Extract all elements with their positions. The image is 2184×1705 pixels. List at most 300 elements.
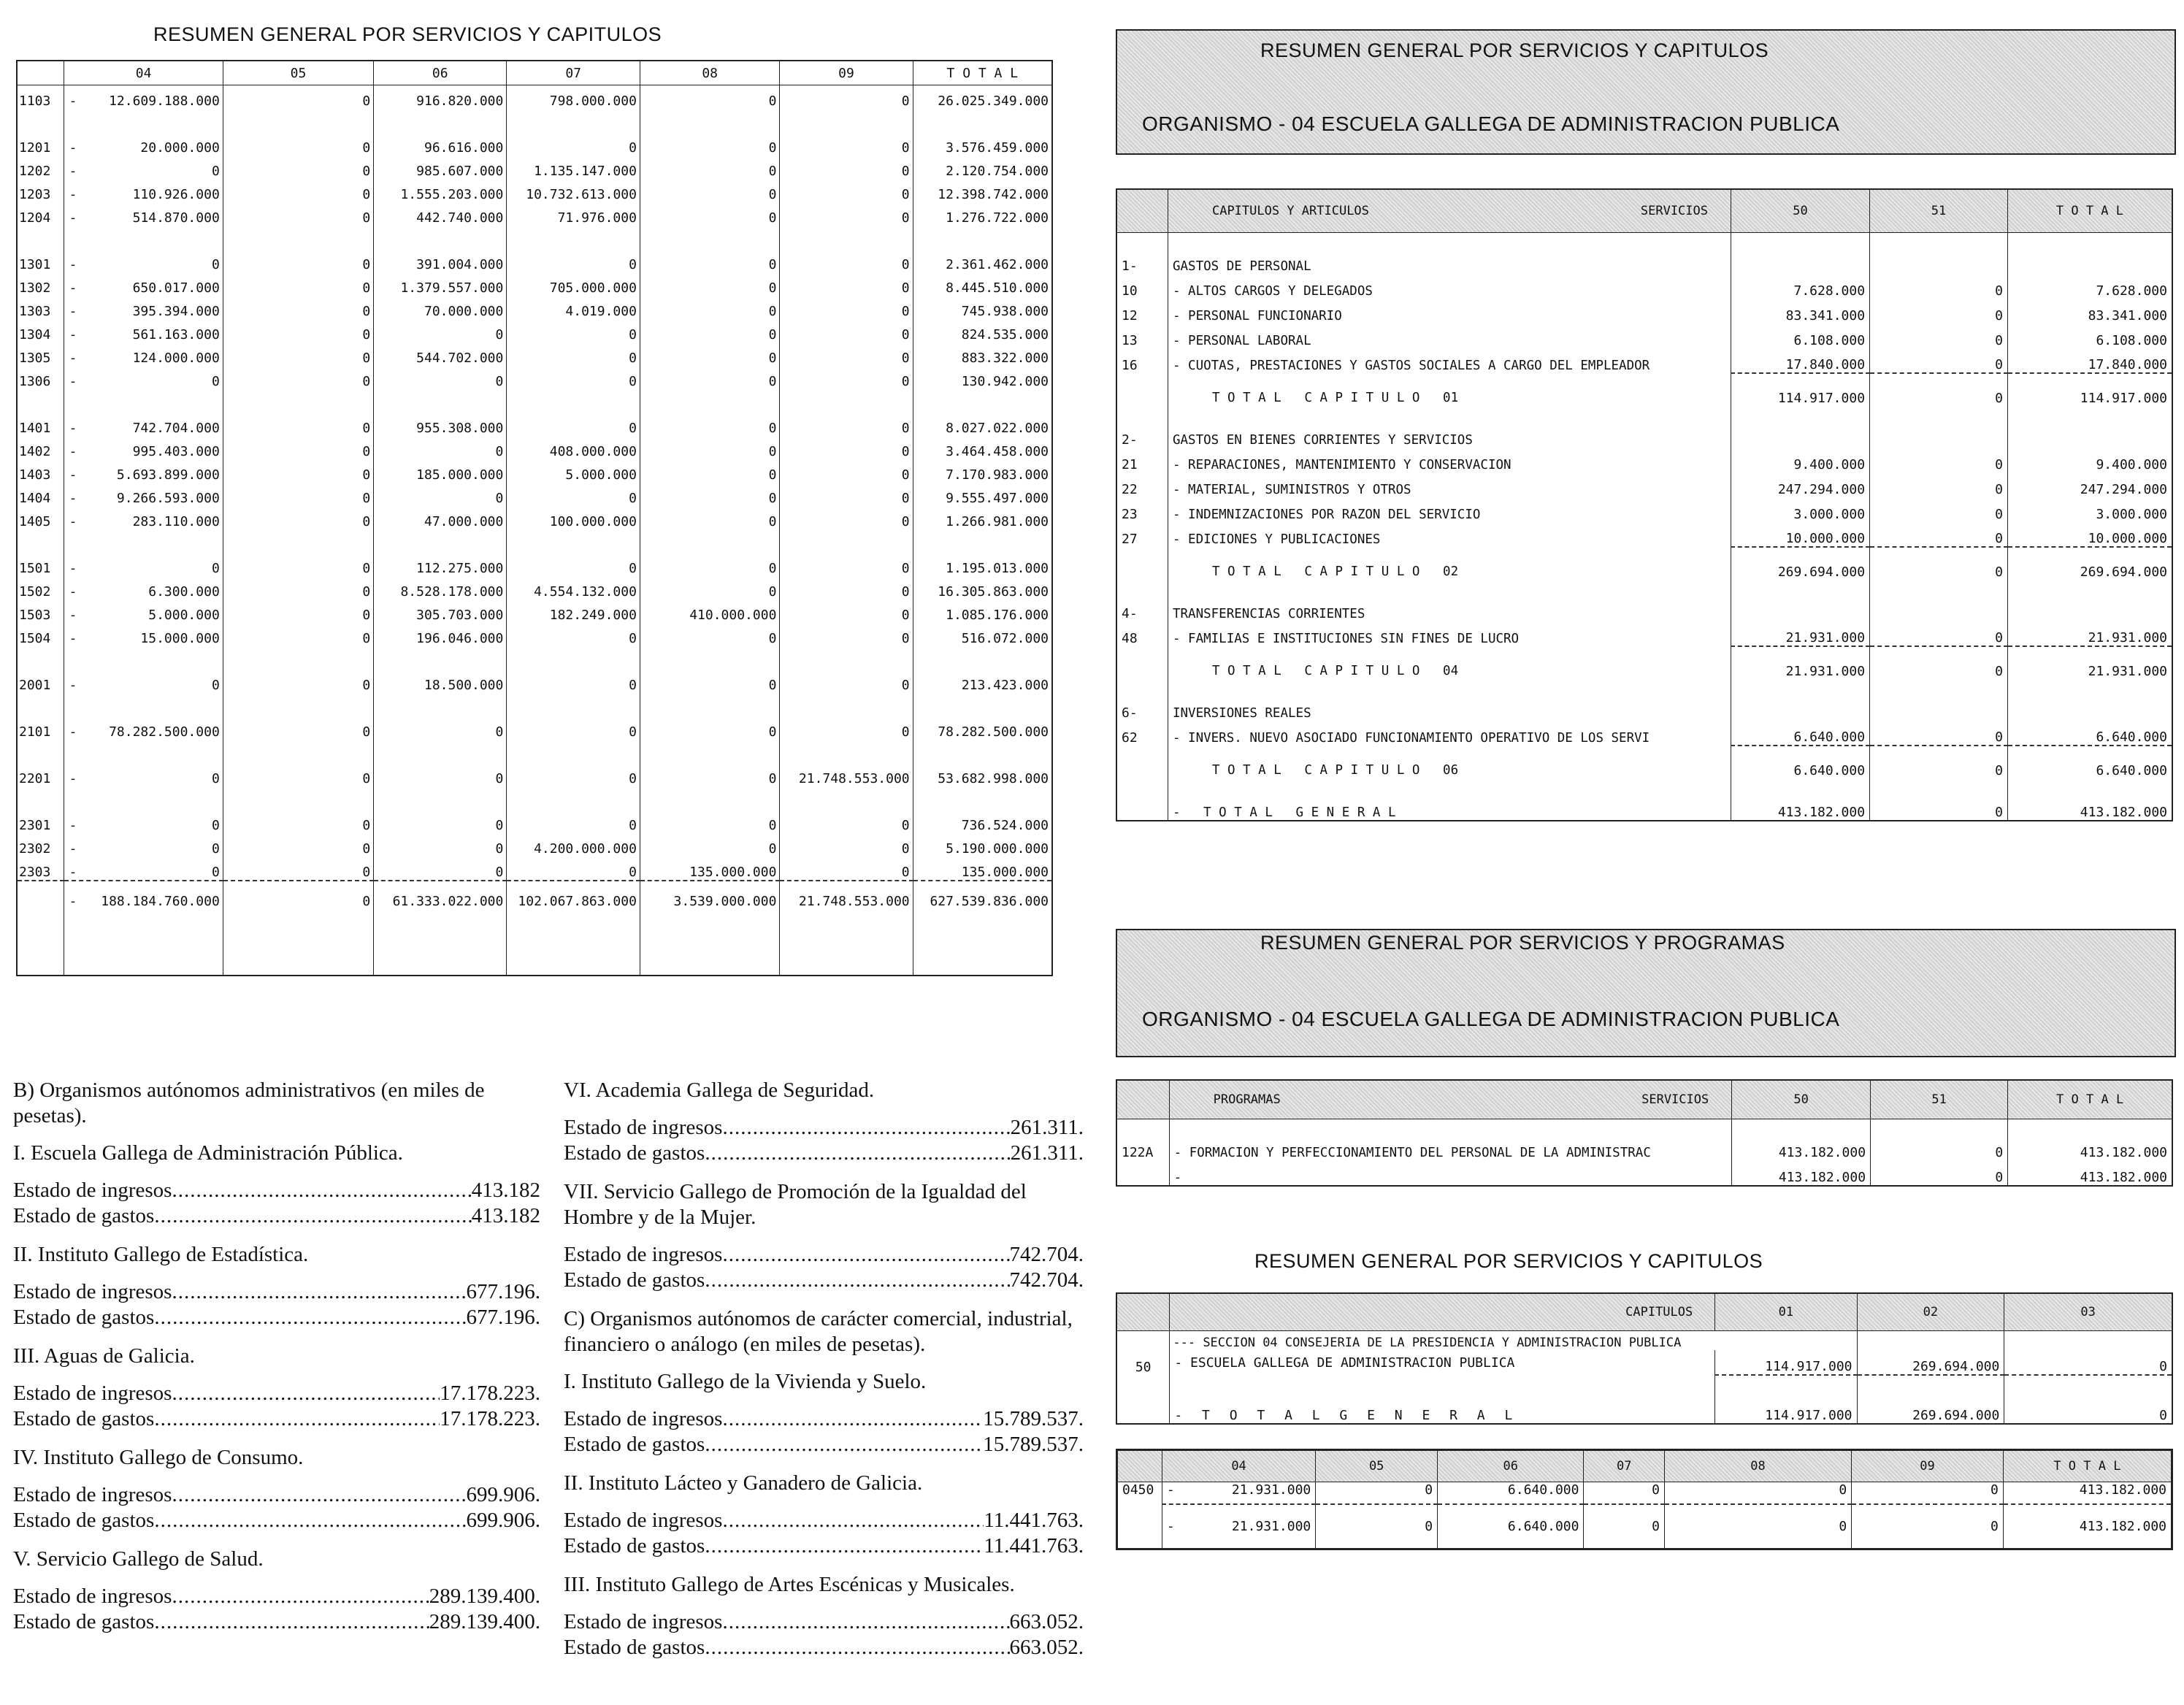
cell	[374, 319, 507, 342]
cell-value: 9.555.497.000	[946, 491, 1049, 506]
cell-value: 0	[362, 140, 371, 156]
budget-line	[13, 1178, 540, 1203]
cell	[507, 132, 640, 156]
dash: -	[69, 444, 77, 459]
cell	[640, 249, 779, 272]
text-column-1	[13, 1078, 540, 1648]
cell-value: 0	[768, 257, 777, 272]
r1-head-left: CAPITULOS Y ARTICULOS	[1211, 204, 1369, 218]
cell-value: 0	[901, 257, 910, 272]
cell-value: 0	[1990, 1482, 1999, 1498]
cell	[640, 857, 779, 881]
table-row	[1116, 448, 2172, 472]
table-row	[17, 132, 1052, 156]
row-label: - T O T A L G E N E R A L	[1168, 795, 1731, 821]
cell	[507, 763, 640, 786]
cell-value: 3.576.459.000	[946, 140, 1049, 156]
leader-dots	[722, 1115, 1010, 1141]
dash: -	[69, 350, 77, 366]
cell-value: 0	[768, 280, 777, 296]
r3-col-01: 01	[1715, 1293, 1857, 1331]
spacer-cell	[17, 529, 64, 553]
dash: -	[69, 724, 77, 740]
cell-value: 0	[629, 140, 637, 156]
spacer-cell	[64, 529, 223, 553]
r3-total-02: 269.694.000	[1857, 1375, 2004, 1424]
cell-value: 0	[362, 514, 371, 529]
organismo-header-2	[1116, 929, 2176, 1057]
line-amount: 11.441.763.	[984, 1534, 1084, 1558]
r1-col-total: T O T A L	[2007, 189, 2172, 233]
budget-line	[564, 1242, 1084, 1268]
spacer-cell	[1732, 1119, 1871, 1136]
cell-value: 0	[495, 444, 504, 459]
cell-value: 114.917.000	[2007, 373, 2172, 423]
r2-col-51: 51	[1871, 1080, 2008, 1119]
cell	[223, 506, 373, 529]
row-code: 1302	[17, 272, 64, 296]
cell-value: 182.249.000	[549, 608, 637, 623]
cell	[913, 436, 1052, 459]
cell	[507, 296, 640, 319]
cell-value: 0	[362, 187, 371, 202]
cell	[374, 833, 507, 857]
total-value: 0	[1652, 1519, 1660, 1534]
cell-value: 0	[901, 140, 910, 156]
cell-value: 0	[362, 280, 371, 296]
total-value: 61.333.022.000	[392, 894, 504, 909]
lt-head-4: 08	[640, 61, 779, 85]
cell	[223, 296, 373, 319]
cell	[374, 342, 507, 366]
spacer-cell	[223, 529, 373, 553]
total-cell	[1852, 1504, 2004, 1549]
dash: -	[69, 818, 77, 833]
filler-cell	[507, 909, 640, 976]
leader-dots	[705, 1635, 1009, 1660]
leader-dots	[722, 1242, 1009, 1268]
cell	[1584, 1482, 1664, 1505]
cell	[223, 85, 373, 110]
line-label: Estado de gastos	[564, 1268, 705, 1292]
cell-value: 0	[211, 561, 220, 576]
leader-dots	[154, 1609, 429, 1635]
row-code: 1405	[17, 506, 64, 529]
cell-value: 0	[362, 164, 371, 179]
spacer-cell	[640, 529, 779, 553]
row-code: 2201	[17, 763, 64, 786]
cell	[640, 553, 779, 576]
dash: -	[69, 678, 77, 693]
dash: -	[69, 894, 77, 909]
lt-head-1: 05	[223, 61, 373, 85]
cell	[507, 506, 640, 529]
cell	[223, 366, 373, 389]
cell	[780, 296, 913, 319]
table-row	[17, 436, 1052, 459]
row-label: - CUOTAS, PRESTACIONES Y GASTOS SOCIALES A CARGO DEL EMPLEADOR	[1168, 348, 1731, 373]
section-heading: I. Escuela Gallega de Administración Pública.	[13, 1141, 403, 1165]
table-row	[1116, 721, 2172, 746]
row-code: 2-	[1116, 423, 1168, 448]
cell-value: 0	[768, 491, 777, 506]
cell-value: 6.108.000	[1731, 323, 1870, 348]
cell	[64, 179, 223, 202]
cell-value: 0	[1870, 522, 2008, 547]
r3-col-02: 02	[1857, 1293, 2004, 1331]
lt-head-code	[17, 61, 64, 85]
table-row	[1116, 348, 2172, 373]
cell-value: 1.379.557.000	[400, 280, 504, 296]
cell-value: 742.704.000	[132, 421, 220, 436]
spacer-cell	[507, 389, 640, 413]
r3b-head-code	[1117, 1450, 1162, 1482]
cell-value: 0	[1870, 472, 2008, 497]
cell-value: 2.361.462.000	[946, 257, 1049, 272]
table-row	[17, 716, 1052, 740]
cell	[507, 576, 640, 599]
cell-value: 0	[768, 164, 777, 179]
table-row	[1116, 1135, 2172, 1160]
cell-value	[1731, 696, 1870, 721]
cell-value: 916.820.000	[416, 93, 504, 109]
cell-value: 114.917.000	[1731, 373, 1870, 423]
cell	[223, 833, 373, 857]
cell	[507, 202, 640, 226]
dash: -	[69, 584, 77, 599]
cell	[64, 85, 223, 110]
lt-head-6: T O T A L	[913, 61, 1052, 85]
cell-value: 0	[901, 164, 910, 179]
cell-value: 0	[495, 491, 504, 506]
cell	[640, 413, 779, 436]
cell-value: 0	[211, 865, 220, 880]
total-cell	[374, 881, 507, 909]
line-amount: 413.182	[471, 1204, 540, 1227]
spacer-cell	[640, 693, 779, 716]
cell	[780, 202, 913, 226]
cell-value: 0	[211, 818, 220, 833]
cell-value: 0	[362, 561, 371, 576]
r3b-head-1: 05	[1316, 1450, 1438, 1482]
dash: -	[69, 187, 77, 202]
total-value: 413.182.000	[2079, 1519, 2166, 1534]
cell-value: 0	[901, 374, 910, 389]
cell-value: 0	[768, 350, 777, 366]
cell-value: 561.163.000	[132, 327, 220, 342]
dash: -	[1166, 1482, 1175, 1498]
table-row	[1116, 522, 2172, 547]
spacer-cell	[913, 740, 1052, 763]
budget-line	[564, 1635, 1084, 1660]
line-label: Estado de ingresos	[564, 1243, 723, 1266]
table-row	[1116, 423, 2172, 448]
row-code: 27	[1116, 522, 1168, 547]
r2-col-total: T O T A L	[2008, 1080, 2172, 1119]
cell-value: 0	[629, 865, 637, 880]
cell-value: 0	[629, 818, 637, 833]
cell-value: 413.182.000	[1732, 1135, 1871, 1160]
cell	[507, 833, 640, 857]
cell-value: 5.000.000	[565, 467, 637, 483]
cell-value: 135.000.000	[961, 865, 1049, 880]
cell	[913, 202, 1052, 226]
cell-value: 0	[768, 304, 777, 319]
filler-cell	[17, 909, 64, 976]
cell-value: 0	[362, 678, 371, 693]
cell-value: 745.938.000	[961, 304, 1049, 319]
line-amount: 289.139.400.	[429, 1585, 540, 1608]
cell-value: 0	[1870, 795, 2008, 821]
leader-dots	[154, 1305, 466, 1330]
line-label: Estado de gastos	[13, 1509, 155, 1532]
budget-line	[564, 1432, 1084, 1457]
cell-value: 824.535.000	[961, 327, 1049, 342]
spacer-cell	[17, 786, 64, 810]
cell	[507, 366, 640, 389]
cell-value: 0	[768, 584, 777, 599]
cell-value: 6.640.000	[1507, 1482, 1579, 1498]
section-heading: II. Instituto Lácteo y Ganadero de Galicia.	[564, 1471, 923, 1495]
cell-value: 0	[768, 93, 777, 109]
cell-value: 21.931.000	[2007, 621, 2172, 646]
cell	[64, 132, 223, 156]
cell-value: 0	[211, 678, 220, 693]
cell-value: 185.000.000	[416, 467, 504, 483]
table-row	[1116, 696, 2172, 721]
cell	[223, 483, 373, 506]
cell-value: 391.004.000	[416, 257, 504, 272]
cell-value: 0	[1839, 1482, 1847, 1498]
cell	[223, 553, 373, 576]
cell	[507, 716, 640, 740]
leader-dots	[172, 1381, 440, 1406]
cell-value: 4.200.000.000	[534, 841, 637, 857]
row-label: - PERSONAL LABORAL	[1168, 323, 1731, 348]
cell-value: 53.682.998.000	[938, 771, 1049, 786]
cell-value: 110.926.000	[132, 187, 220, 202]
cell	[507, 319, 640, 342]
cell-value: 0	[1870, 299, 2008, 323]
cell-value: 0	[1871, 1160, 2008, 1186]
section-chapters-table-2	[1116, 1449, 2173, 1550]
cell-value: 0	[629, 724, 637, 740]
cell-value: 21.748.553.000	[798, 771, 910, 786]
cell	[64, 483, 223, 506]
cell	[374, 810, 507, 833]
cell-value: 0	[1870, 646, 2008, 696]
table-row	[1116, 323, 2172, 348]
cell-value: 0	[1870, 497, 2008, 522]
leader-dots	[154, 1406, 440, 1432]
cell-value: 0	[768, 444, 777, 459]
total-value: 0	[1425, 1519, 1433, 1534]
cell-value: 7.628.000	[2007, 274, 2172, 299]
row-code: 2302	[17, 833, 64, 857]
spacer-row	[17, 740, 1052, 763]
spacer-cell	[17, 693, 64, 716]
cell	[374, 576, 507, 599]
cell	[780, 132, 913, 156]
cell-value	[1870, 423, 2008, 448]
total-value: 0	[1839, 1519, 1847, 1534]
leader-dots	[705, 1533, 984, 1559]
cell-value: 0	[901, 818, 910, 833]
cell-value: 0	[211, 164, 220, 179]
cell-value: 0	[768, 724, 777, 740]
left-table-title: RESUMEN GENERAL POR SERVICIOS Y CAPITULOS	[153, 23, 662, 45]
line-label: Estado de ingresos	[564, 1407, 723, 1430]
row-code: 62	[1116, 721, 1168, 746]
cell-value: 1.135.147.000	[534, 164, 637, 179]
cell-value: 6.300.000	[148, 584, 220, 599]
cell-value: 96.616.000	[424, 140, 504, 156]
cell-value: 12.398.742.000	[938, 187, 1049, 202]
total-cell	[507, 881, 640, 909]
spacer-cell	[64, 786, 223, 810]
chapters-articles-table	[1116, 188, 2173, 821]
cell-value: 71.976.000	[557, 210, 637, 226]
r2-head-serv: SERVICIOS	[1641, 1092, 1709, 1107]
table-row	[17, 810, 1052, 833]
cell	[374, 716, 507, 740]
row-code: 2101	[17, 716, 64, 740]
cell	[64, 623, 223, 646]
cell-value	[1731, 597, 1870, 621]
cell	[223, 202, 373, 226]
leader-dots	[172, 1584, 429, 1609]
spacer-cell	[913, 529, 1052, 553]
cell-value: 269.694.000	[1731, 547, 1870, 597]
cell	[64, 763, 223, 786]
cell-value: 408.000.000	[549, 444, 637, 459]
row-code	[1116, 373, 1168, 423]
cell	[64, 553, 223, 576]
spacer-cell	[374, 226, 507, 249]
cell	[374, 599, 507, 623]
dash: -	[69, 491, 77, 506]
cell	[640, 483, 779, 506]
r3b-head-0: 04	[1162, 1450, 1315, 1482]
budget-line	[564, 1533, 1084, 1559]
r3-total-03: 0	[2004, 1375, 2172, 1424]
cell	[780, 319, 913, 342]
cell	[913, 833, 1052, 857]
cell-value: 15.000.000	[140, 631, 220, 646]
dash: -	[69, 140, 77, 156]
table-row	[1116, 299, 2172, 323]
cell-value: 0	[901, 280, 910, 296]
spacer-cell	[374, 740, 507, 763]
cell-value: 0	[629, 421, 637, 436]
dash: -	[69, 374, 77, 389]
cell-value: 0	[901, 327, 910, 342]
cell-value: 0	[768, 374, 777, 389]
cell-value: 0	[901, 304, 910, 319]
spacer-cell	[374, 109, 507, 132]
table-row	[1116, 1160, 2172, 1186]
leader-dots	[705, 1268, 1009, 1293]
cell	[223, 436, 373, 459]
spacer-cell	[223, 389, 373, 413]
cell-value: 0	[901, 491, 910, 506]
total-cell	[1438, 1504, 1584, 1549]
cell	[223, 599, 373, 623]
cell-value: 0	[901, 608, 910, 623]
total-value: 3.539.000.000	[673, 894, 777, 909]
row-label: - FAMILIAS E INSTITUCIONES SIN FINES DE LUCRO	[1168, 621, 1731, 646]
row-label: - ALTOS CARGOS Y DELEGADOS	[1168, 274, 1731, 299]
cell-value: 0	[1870, 448, 2008, 472]
budget-line	[564, 1406, 1084, 1432]
total-cell	[64, 881, 223, 909]
cell-value: 798.000.000	[549, 93, 637, 109]
cell	[64, 156, 223, 179]
text-column-2	[564, 1078, 1084, 1674]
cell-value: 0	[768, 140, 777, 156]
line-amount: 663.052.	[1009, 1636, 1084, 1659]
budget-line	[13, 1406, 540, 1432]
paragraph: VII. Servicio Gallego de Promoción de la Igualdad del Hombre y de la Mujer.	[564, 1180, 1027, 1229]
cell-value	[1870, 696, 2008, 721]
table-row	[1116, 472, 2172, 497]
total-cell	[780, 881, 913, 909]
r1-head	[1168, 189, 1731, 233]
spacer-cell	[374, 693, 507, 716]
spacer-cell	[1731, 233, 1870, 250]
spacer-cell	[374, 786, 507, 810]
cell	[640, 319, 779, 342]
dash: -	[69, 210, 77, 226]
cell-value: 269.694.000	[2007, 547, 2172, 597]
cell-value: 3.000.000	[2007, 497, 2172, 522]
cell-value: 3.000.000	[1731, 497, 1870, 522]
cell-value: 413.182.000	[2008, 1135, 2172, 1160]
spacer-cell	[64, 389, 223, 413]
cell	[913, 576, 1052, 599]
cell-value: 413.182.000	[2008, 1160, 2172, 1186]
cell	[913, 506, 1052, 529]
r2-head-left: PROGRAMAS	[1213, 1092, 1281, 1107]
cell-value: 0	[901, 187, 910, 202]
section-chapters-table	[1116, 1292, 2173, 1425]
row-label: -	[1169, 1160, 1732, 1186]
cell-value: 10.000.000	[2007, 522, 2172, 547]
cell-value: 78.282.500.000	[109, 724, 220, 740]
row-code: 1301	[17, 249, 64, 272]
line-label: Estado de gastos	[564, 1534, 705, 1558]
cell-value: 0	[362, 818, 371, 833]
cell	[507, 249, 640, 272]
cell-value: 0	[362, 841, 371, 857]
cell	[780, 716, 913, 740]
row-code: 1202	[17, 156, 64, 179]
budget-line	[564, 1141, 1084, 1166]
cell	[780, 85, 913, 110]
cell	[223, 670, 373, 693]
cell-value: 0	[768, 841, 777, 857]
line-amount: 742.704.	[1009, 1243, 1084, 1266]
cell	[780, 483, 913, 506]
section-heading: IV. Instituto Gallego de Consumo.	[13, 1446, 304, 1469]
cell-value: 413.182.000	[1732, 1160, 1871, 1186]
cell	[507, 272, 640, 296]
total-value: 102.067.863.000	[518, 894, 637, 909]
cell	[640, 623, 779, 646]
cell	[780, 857, 913, 881]
cell	[1664, 1482, 1851, 1505]
cell-value: 10.732.613.000	[526, 187, 637, 202]
